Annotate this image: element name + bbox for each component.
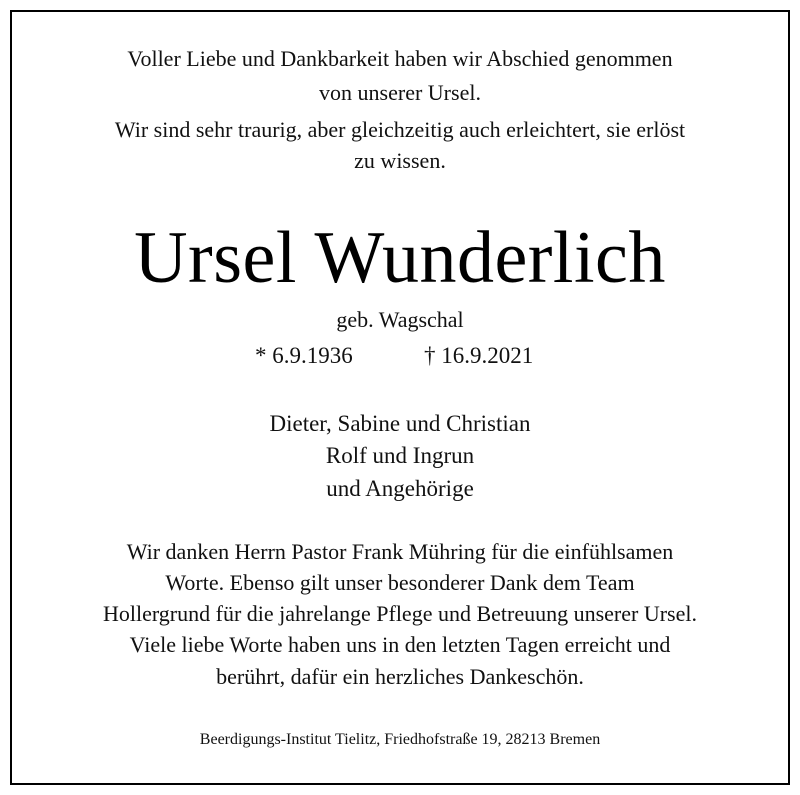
family-line-1: Dieter, Sabine und Christian xyxy=(269,411,531,436)
deceased-name: Ursel Wunderlich xyxy=(134,217,666,299)
thanks-line-2: Worte. Ebenso gilt unser besonderer Dank dem Team xyxy=(165,570,635,595)
life-dates xyxy=(30,344,770,374)
thanks-line-3: Hollergrund für die jahrelange Pflege und Betreuung unserer Ursel. xyxy=(102,601,697,626)
death-date: † 16.9.2021 xyxy=(424,343,534,368)
family-line-2: Rolf und Ingrun xyxy=(325,443,475,468)
family-line-3: und Angehörige xyxy=(326,476,474,501)
thanks-line-1: Wir danken Herrn Pastor Frank Mühring für die einfühlsamen xyxy=(126,539,674,564)
thanks-line-4: Viele liebe Worte haben uns in den letzten Tagen erreicht und xyxy=(129,632,671,657)
intro-line-2: von unserer Ursel. xyxy=(319,80,481,105)
intro-line-4: zu wissen. xyxy=(354,148,446,173)
intro-line-3: Wir sind sehr traurig, aber gleichzeitig auch erleichtert, sie erlöst xyxy=(114,117,686,142)
funeral-home-info: Beerdigungs-Institut Tielitz, Friedhofstraße 19, 28213 Bremen xyxy=(199,731,601,748)
intro-line-1: Voller Liebe und Dankbarkeit haben wir Abschied genommen xyxy=(127,46,673,71)
birth-date: * 6.9.1936 xyxy=(255,343,353,368)
thanks-line-5: berührt, dafür ein herzliches Dankeschön. xyxy=(216,664,584,689)
maiden-name: geb. Wagschal xyxy=(336,307,464,332)
